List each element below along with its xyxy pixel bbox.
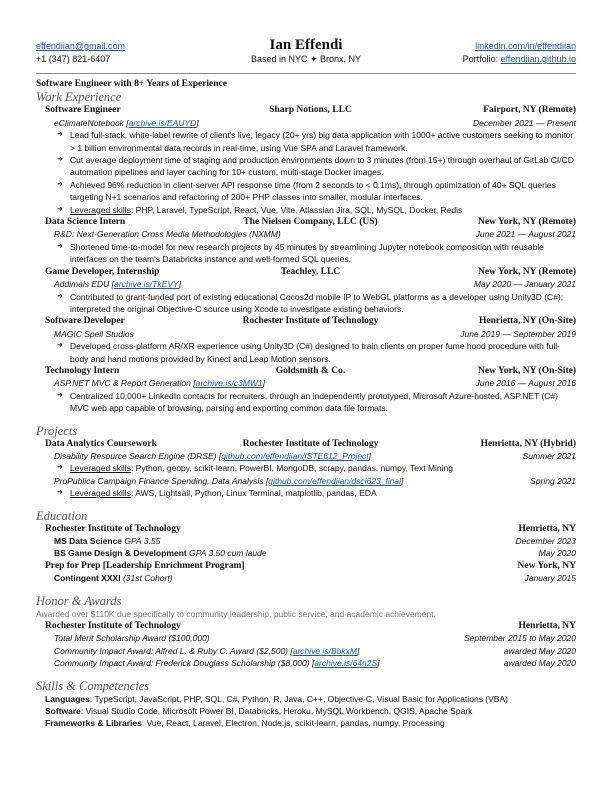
- skill-row: [36, 693, 576, 705]
- skill-category: Frameworks & Libraries: [45, 718, 142, 729]
- entry-header: [36, 315, 576, 327]
- skill-list: : Vue, React, Laravel, Electron, Node.js, scikit-learn, pandas, numpy, Processing: [141, 718, 445, 729]
- reference-link[interactable]: github.com/effendiian/dsci623_final: [268, 475, 402, 486]
- degree-detail: GPA 3.55: [122, 536, 161, 546]
- bullet-item: [36, 154, 576, 179]
- contact-right: [463, 40, 576, 66]
- entry-header: [36, 523, 576, 535]
- subtitle-text: Total Merit Scholarship Award ($100,000): [54, 633, 210, 644]
- degree-name: Contingent XXXI: [54, 573, 121, 584]
- entry-subtitle-row: [36, 328, 576, 340]
- entry-subtitle-row: [36, 117, 576, 129]
- entry-date: January 2015: [524, 573, 576, 584]
- bullet-text: Cut average deployment time of staging and production environments down to 3 minutes (from 15+) through overhaul of GitLab CI/CD automation pipelines and layer caching for 10+ custom, multi-stage Docker images.: [70, 155, 574, 178]
- entry-subtitle-row: [36, 377, 576, 389]
- reference-link[interactable]: archive.is/EAUYD: [128, 117, 197, 128]
- entry-header: [36, 560, 576, 572]
- entry-title: Software Engineer: [45, 105, 121, 116]
- entry-subtitle-row: [36, 547, 576, 559]
- arrow-bullet-icon: ➜: [57, 489, 63, 497]
- entry-header: [36, 365, 576, 377]
- bullet-text: : PHP, Laravel, TypeScript, React, Vue, Vite, Atlassian Jira, SQL, MySQL, Docker, Redis: [130, 204, 463, 215]
- resume-header: [36, 37, 576, 71]
- subtitle-text: eClimateNotebook: [54, 117, 124, 128]
- entry-title: Data Analytics Coursework: [45, 438, 157, 449]
- arrow-bullet-icon: ➜: [57, 156, 63, 164]
- portfolio-label: Portfolio:: [462, 54, 501, 64]
- reference-link[interactable]: archive.is/64n2S: [314, 658, 378, 669]
- entry-subtitle: Community Impact Award: Frederick Douglass Scholarship ($8,000) [archive.is/64n2S]: [54, 658, 380, 669]
- subtitle-text: R&D: Next-Generation Cross Media Methodologies (NXMM): [54, 229, 281, 240]
- arrow-bullet-icon: ➜: [57, 242, 63, 250]
- entry-title: Software Developer: [45, 316, 125, 327]
- entry-date: May 2020: [538, 548, 576, 559]
- entry-subtitle: [54, 632, 210, 644]
- entry-location: Henrietta, NY: [518, 523, 576, 534]
- entry-title: Game Developer, Internship: [45, 266, 160, 277]
- entry-header: [36, 266, 576, 278]
- entry-date: December 2021 — Present: [473, 117, 576, 128]
- entry-subtitle: [54, 547, 267, 559]
- entry-location: Henrietta, NY: [518, 621, 576, 632]
- entry-date: awarded May 2020: [503, 658, 576, 669]
- degree-name: MS Data Science: [54, 536, 123, 546]
- entry-location: New York, NY: [517, 560, 576, 571]
- entry-organization: Goldsmith & Co.: [275, 365, 346, 376]
- entry-location: New York, NY (Remote): [478, 266, 576, 277]
- section-title: Projects: [36, 423, 78, 438]
- entry-location: New York, NY (On-Site): [478, 365, 576, 376]
- entry-date: May 2020 — January 2021: [473, 279, 576, 290]
- bullet-text: Shortened time-to-model for new research projects by 45 minutes by streamlining Jupyter notebook composition with reusable interfaces on the team's Databricks instance and well-formed SQL queries.: [70, 241, 544, 265]
- section-title: Skills & Competencies: [36, 678, 150, 693]
- bullet-text: Centralized 10,000+ LinkedIn contacts for recruiters, through an independently prototyped, Microsoft Azure-hosted, ASP.NET (C#) MVC web app capable of browsing, parsing and exporting common data file formats.: [70, 390, 559, 414]
- email-link[interactable]: effendiian@gmail.com: [36, 41, 126, 51]
- entry-date: awarded May 2020: [503, 645, 576, 656]
- entry-location: Henrietta, NY (Hybrid): [480, 438, 576, 449]
- bullet-text: Lead full-stack, white-label rewrite of client's live, legacy (20+ yrs) big data application with 1000+ active customers seeking to monitor > 1 billion environmental data records in real-time, using Vue SPA and Laravel framework.: [70, 130, 574, 153]
- entry-date: June 2021 — August 2021: [475, 229, 576, 240]
- bullet-item: [36, 462, 576, 474]
- entry-organization: Rochester Institute of Technology: [242, 316, 379, 327]
- entry-title: Data Science Intern: [45, 217, 126, 228]
- portfolio-link[interactable]: effendiian.github.io: [500, 54, 576, 64]
- skill-row: [36, 717, 576, 729]
- section-title: Education: [36, 508, 88, 523]
- entry-subtitle: ASP.NET MVC & Report Generation [archive.is/c3MW1]: [54, 378, 266, 389]
- phone: +1 (347) 821-6407: [36, 54, 111, 64]
- entry-location: Fairport, NY (Remote): [483, 105, 576, 116]
- entry-title: Rochester Institute of Technology: [45, 523, 181, 534]
- entry-subtitle: ProPublica Campaign Finance Spending, Data Analysis [github.com/effendiian/dsci623_final]: [54, 475, 404, 486]
- entry-title: Prep for Prep [Leadership Enrichment Program]: [45, 560, 245, 571]
- arrow-bullet-icon: ➜: [57, 131, 63, 139]
- bullet-text: Contributed to grant-funded port of existing educational Cocos2d mobile IP to WebGL platforms as a developer using Unity3D (C#); interpreted the original Objective-C source using Xcode to investigate existing behaviors.: [70, 291, 564, 314]
- reference-link[interactable]: archive.is/c3MW1: [195, 378, 263, 389]
- section-note: Awarded over $110K due specifically to community leadership, public service, and academic achievement.: [36, 608, 436, 619]
- entry-subtitle: Disability Resource Search Engine (DRSE) [github.com/effendiian/ISTE612_Project]: [54, 450, 372, 461]
- subtitle-text: Addimals EDU: [54, 279, 110, 290]
- entry-title: Rochester Institute of Technology: [45, 621, 181, 632]
- section-honor-awards: [36, 594, 576, 670]
- bullet-text: : AWS, Lightsail, Python, Linux Terminal, matplotlib, pandas, EDA: [130, 488, 377, 499]
- subtitle-text: MAGIC Spell Studios: [54, 328, 134, 339]
- bullet-item: [36, 241, 576, 266]
- resume-body: [36, 78, 576, 739]
- bullet-item: [36, 487, 576, 499]
- section-work-experience: [36, 90, 576, 414]
- header-divider: [36, 73, 576, 74]
- entry-date: Summer 2021: [522, 450, 576, 461]
- subtitle-text: Community Impact Award: Frederick Douglass Scholarship ($8,000): [54, 658, 310, 669]
- entry-date: Spring 2021: [530, 475, 576, 486]
- bullet-item: [36, 179, 576, 204]
- bullet-text: Developed cross-platform AR/XR experience using Unity3D (C#) designed to train clients on proper fume hood procedure with full-body and hand motions provided by Kinect and Leap Motion sensors.: [70, 341, 560, 364]
- reference-link[interactable]: archive.is/TkEVY: [114, 279, 179, 290]
- entry-subtitle: Addimals EDU [archive.is/TkEVY]: [54, 279, 182, 290]
- section-education: [36, 509, 576, 585]
- entry-subtitle: [54, 228, 281, 240]
- entry-location: Henrietta, NY (On-Site): [479, 316, 576, 327]
- subtitle-text: Community Impact Award: Alfred L. & Ruby C. Award ($2,500): [54, 645, 289, 656]
- entry-date: June 2019 — September 2019: [460, 328, 576, 339]
- arrow-bullet-icon: ➜: [57, 180, 63, 188]
- skill-list: : Visual Studio Code, Microsoft Power BI, Databricks, Heroku, MySQL Workbench, QGIS, Apache Spark: [80, 706, 473, 717]
- entry-subtitle-row: [36, 645, 576, 657]
- entry-subtitle-row: [36, 632, 576, 644]
- linkedin-link[interactable]: linkedin.com/in/effendiian: [475, 41, 576, 51]
- arrow-bullet-icon: ➜: [57, 292, 63, 300]
- bullet-item: [36, 129, 576, 154]
- entry-subtitle: [54, 328, 134, 340]
- degree-detail: (31st Cohort): [120, 573, 173, 584]
- arrow-bullet-icon: ➜: [57, 464, 63, 472]
- skill-list: : TypeScript, JavaScript, PHP, SQL, C#, Python, R, Java, C++, Objective-C, Visual Basic for Applications (VBA): [89, 693, 508, 704]
- arrow-bullet-icon: ➜: [57, 342, 63, 350]
- entry-subtitle-row: [36, 657, 576, 669]
- section-title: Honor & Awards: [36, 593, 122, 608]
- entry-header: [36, 216, 576, 228]
- section-title: Work Experience: [36, 90, 122, 105]
- entry-subtitle-row: [36, 228, 576, 240]
- skill-row: [36, 705, 576, 717]
- tagline: Software Engineer with 8+ Years of Experience: [36, 79, 227, 89]
- skill-category: Languages: [45, 693, 90, 704]
- subtitle-text: ProPublica Campaign Finance Spending, Data Analysis: [54, 475, 266, 486]
- reference-link[interactable]: archive.is/BbkxM: [292, 645, 357, 656]
- bullet-text: Achieved 96% reduction in client-server API response time (from 2 seconds to < 0.1ms), through optimization of 40+ SQL queries targeting N+1 scenarios and refactoring of 200+ PHP classes into smaller, modular interfaces.: [70, 179, 556, 203]
- entry-date: September 2015 to May 2020: [464, 633, 576, 644]
- entry-subtitle-row: [36, 572, 576, 584]
- skills-label: Leveraged skills: [70, 488, 131, 499]
- entry-subtitle: eClimateNotebook [archive.is/EAUYD]: [54, 117, 199, 128]
- entry-subtitle-row: [36, 278, 576, 290]
- section-projects: [36, 424, 576, 500]
- degree-detail: GPA 3.50 cum laude: [186, 548, 267, 559]
- entry-subtitle-row: [36, 475, 576, 487]
- location: Based in NYC ✦ Bronx, NY: [250, 54, 362, 64]
- entry-header: [36, 620, 576, 632]
- section-skills: [36, 679, 576, 730]
- bullet-item: [36, 340, 576, 365]
- skills-label: Leveraged skills: [70, 204, 131, 215]
- degree-name: BS Game Design & Development: [54, 548, 187, 559]
- entry-date: December 2023: [515, 536, 576, 546]
- skill-category: Software: [45, 706, 81, 717]
- entry-organization: Teachley, LLC: [280, 266, 341, 277]
- entry-organization: Sharp Notions, LLC: [269, 105, 352, 116]
- skills-label: Leveraged skills: [70, 463, 131, 474]
- entry-subtitle: [54, 572, 173, 584]
- entry-date: June 2016 — August 2016: [475, 378, 576, 389]
- entry-subtitle-row: [36, 450, 576, 462]
- entry-organization: Rochester Institute of Technology: [242, 438, 379, 449]
- bullet-item: [36, 204, 576, 216]
- entry-subtitle: [54, 535, 160, 547]
- candidate-name: Ian Effendi: [269, 37, 343, 53]
- entry-header: [36, 104, 576, 116]
- subtitle-text: Disability Resource Search Engine (DRSE): [54, 450, 217, 461]
- bullet-item: [36, 390, 576, 415]
- bullet-item: [36, 291, 576, 316]
- entry-subtitle-row: [36, 535, 576, 547]
- entry-title: Technology Intern: [45, 365, 120, 376]
- subtitle-text: ASP.NET MVC & Report Generation: [54, 378, 191, 389]
- reference-link[interactable]: github.com/effendiian/ISTE612_Project: [221, 450, 369, 461]
- entry-location: New York, NY (Remote): [478, 217, 576, 228]
- bullet-text: : Python, geopy, scikit-learn, PowerBI, MongoDB, scrapy, pandas, numpy, Text Mining: [130, 463, 454, 474]
- entry-organization: The Nielsen Company, LLC (US): [243, 217, 378, 228]
- entry-header: [36, 438, 576, 450]
- arrow-bullet-icon: ➜: [57, 205, 63, 213]
- arrow-bullet-icon: ➜: [57, 391, 63, 399]
- entry-subtitle: Community Impact Award: Alfred L. & Ruby C. Award ($2,500) [archive.is/BbkxM]: [54, 645, 360, 656]
